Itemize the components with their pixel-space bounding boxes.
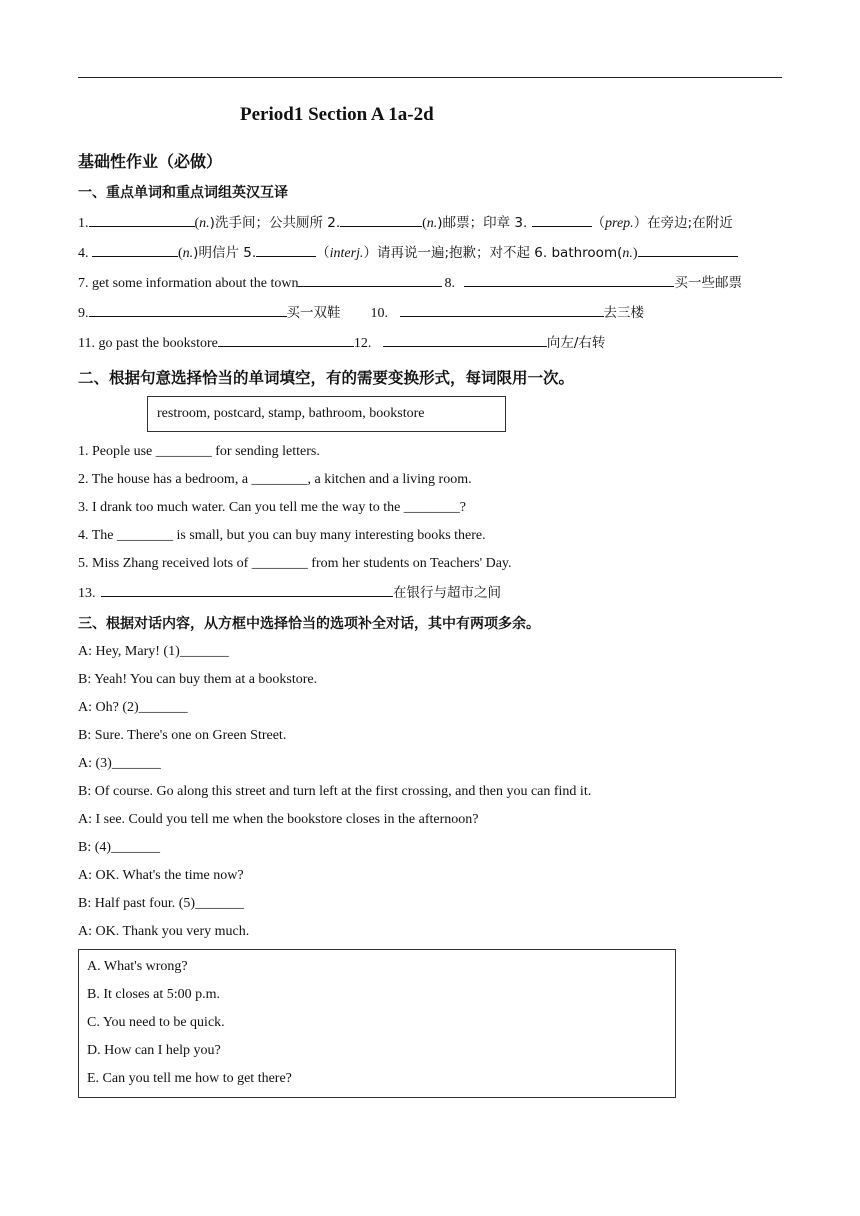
header-rule — [78, 77, 782, 78]
option-e: E. Can you tell me how to get there? — [87, 1071, 292, 1086]
vocab-11-blank[interactable] — [218, 332, 354, 347]
dialogue-line: A: OK. Thank you very much. — [78, 924, 250, 939]
vocab-1-blank[interactable] — [89, 212, 195, 227]
option-a: A. What's wrong? — [87, 959, 188, 974]
basic-homework-heading: 基础性作业（必做） — [78, 152, 223, 171]
dialogue-line: B: Half past four. (5)_______ — [78, 896, 245, 911]
vocab-2-meaning: )邮票；印章 3. — [437, 215, 532, 231]
part2-heading: 二、根据句意选择恰当的单词填空，有的需要变换形式，每词限用一次。 — [78, 369, 575, 387]
dialogue-line: A: (3)_______ — [78, 756, 161, 771]
vocab-1-meaning: )洗手间；公共厕所 2. — [209, 215, 341, 231]
vocab-6-pos: n. — [622, 246, 633, 261]
vocab-8-meaning: 买一些邮票 — [674, 275, 742, 291]
vocab-row-3 — [78, 272, 742, 294]
fill-sentence-3: 3. I drank too much water. Can you tell me the way to the ________? — [78, 500, 467, 515]
vocab-9-meaning: 买一双鞋 — [286, 305, 341, 321]
vocab-1-number: 1. — [78, 216, 89, 231]
option-d: D. How can I help you? — [87, 1043, 221, 1058]
vocab-row-13 — [78, 582, 501, 604]
vocab-13-blank[interactable] — [101, 582, 393, 597]
vocab-10-blank[interactable] — [400, 302, 604, 317]
dialogue-line: A: OK. What's the time now? — [78, 868, 244, 883]
word-bank-box: restroom, postcard, stamp, bathroom, bookstore — [147, 396, 506, 432]
page-title: Period1 Section A 1a-2d — [240, 104, 434, 125]
vocab-8-blank[interactable] — [464, 272, 674, 287]
option-b: B. It closes at 5:00 p.m. — [87, 987, 220, 1002]
dialogue-line: B: Yeah! You can buy them at a bookstore. — [78, 672, 318, 687]
dialogue-line: A: Oh? (2)_______ — [78, 700, 188, 715]
options-box — [78, 949, 676, 1098]
vocab-7-blank[interactable] — [298, 272, 442, 287]
dialogue-line: B: Of course. Go along this street and turn left at the first crossing, and then you can find it. — [78, 784, 592, 799]
option-c: C. You need to be quick. — [87, 1015, 225, 1030]
vocab-13-number: 13. — [78, 586, 99, 601]
vocab-9-blank[interactable] — [89, 302, 287, 317]
vocab-5-pos: interj. — [329, 246, 364, 261]
part1-heading: 一、重点单词和重点词组英汉互译 — [78, 185, 288, 201]
vocab-6-blank[interactable] — [638, 242, 738, 257]
dialogue-line: A: Hey, Mary! (1)_______ — [78, 644, 229, 659]
vocab-4-meaning: )明信片 5. — [193, 245, 257, 261]
vocab-1-pos: n. — [199, 216, 210, 231]
vocab-3-pos: prep. — [605, 216, 634, 231]
vocab-11-text: 11. go past the bookstore — [78, 336, 218, 351]
vocab-6-paren: ) — [632, 246, 638, 261]
vocab-4-pos: n. — [182, 246, 194, 261]
vocab-12-blank[interactable] — [383, 332, 547, 347]
vocab-10-meaning: 去三楼 — [603, 305, 644, 321]
fill-sentence-1: 1. People use ________ for sending letters. — [78, 444, 320, 459]
vocab-3-blank[interactable] — [532, 212, 592, 227]
vocab-3-meaning: ）在旁边;在附近 — [633, 215, 733, 231]
vocab-row-2: 4. (n.)明信片 5. （interj.）请再说一遍;抱歉；对不起 6. bathroom(n.) — [78, 242, 738, 264]
fill-sentence-4: 4. The ________ is small, but you can buy many interesting books there. — [78, 528, 486, 543]
vocab-10-number: 10. — [370, 306, 392, 321]
vocab-row-5 — [78, 332, 605, 354]
vocab-7-text: 7. get some information about the town — [78, 276, 299, 291]
vocab-12-number: 12. — [353, 336, 375, 351]
vocab-5-paren: （ — [316, 245, 330, 261]
vocab-4-number: 4. — [78, 246, 92, 261]
vocab-2-blank[interactable] — [340, 212, 422, 227]
fill-sentence-5: 5. Miss Zhang received lots of ________ from her students on Teachers' Day. — [78, 556, 512, 571]
vocab-8-number: 8. — [444, 276, 459, 291]
vocab-row-1: 1. (n.)洗手间；公共厕所 2. (n.)邮票；印章 3. （prep.）在旁边;在附近 — [78, 212, 733, 234]
part3-heading: 三、根据对话内容，从方框中选择恰当的选项补全对话，其中有两项多余。 — [78, 616, 540, 632]
vocab-5-blank[interactable] — [256, 242, 316, 257]
vocab-row-4 — [78, 302, 644, 324]
vocab-3-paren: （ — [591, 215, 606, 231]
vocab-13-meaning: 在银行与超市之间 — [393, 585, 501, 601]
fill-sentence-2: 2. The house has a bedroom, a ________, a kitchen and a living room. — [78, 472, 472, 487]
vocab-4-blank[interactable] — [92, 242, 178, 257]
vocab-9-number: 9. — [78, 306, 89, 321]
vocab-2-pos: n. — [426, 216, 438, 231]
vocab-12-meaning: 向左/右转 — [546, 335, 606, 351]
dialogue-line: A: I see. Could you tell me when the bookstore closes in the afternoon? — [78, 812, 479, 827]
vocab-5-meaning: ）请再说一遍;抱歉；对不起 6. bathroom( — [363, 245, 623, 261]
dialogue-line: B: (4)_______ — [78, 840, 161, 855]
dialogue-line: B: Sure. There's one on Green Street. — [78, 728, 287, 743]
